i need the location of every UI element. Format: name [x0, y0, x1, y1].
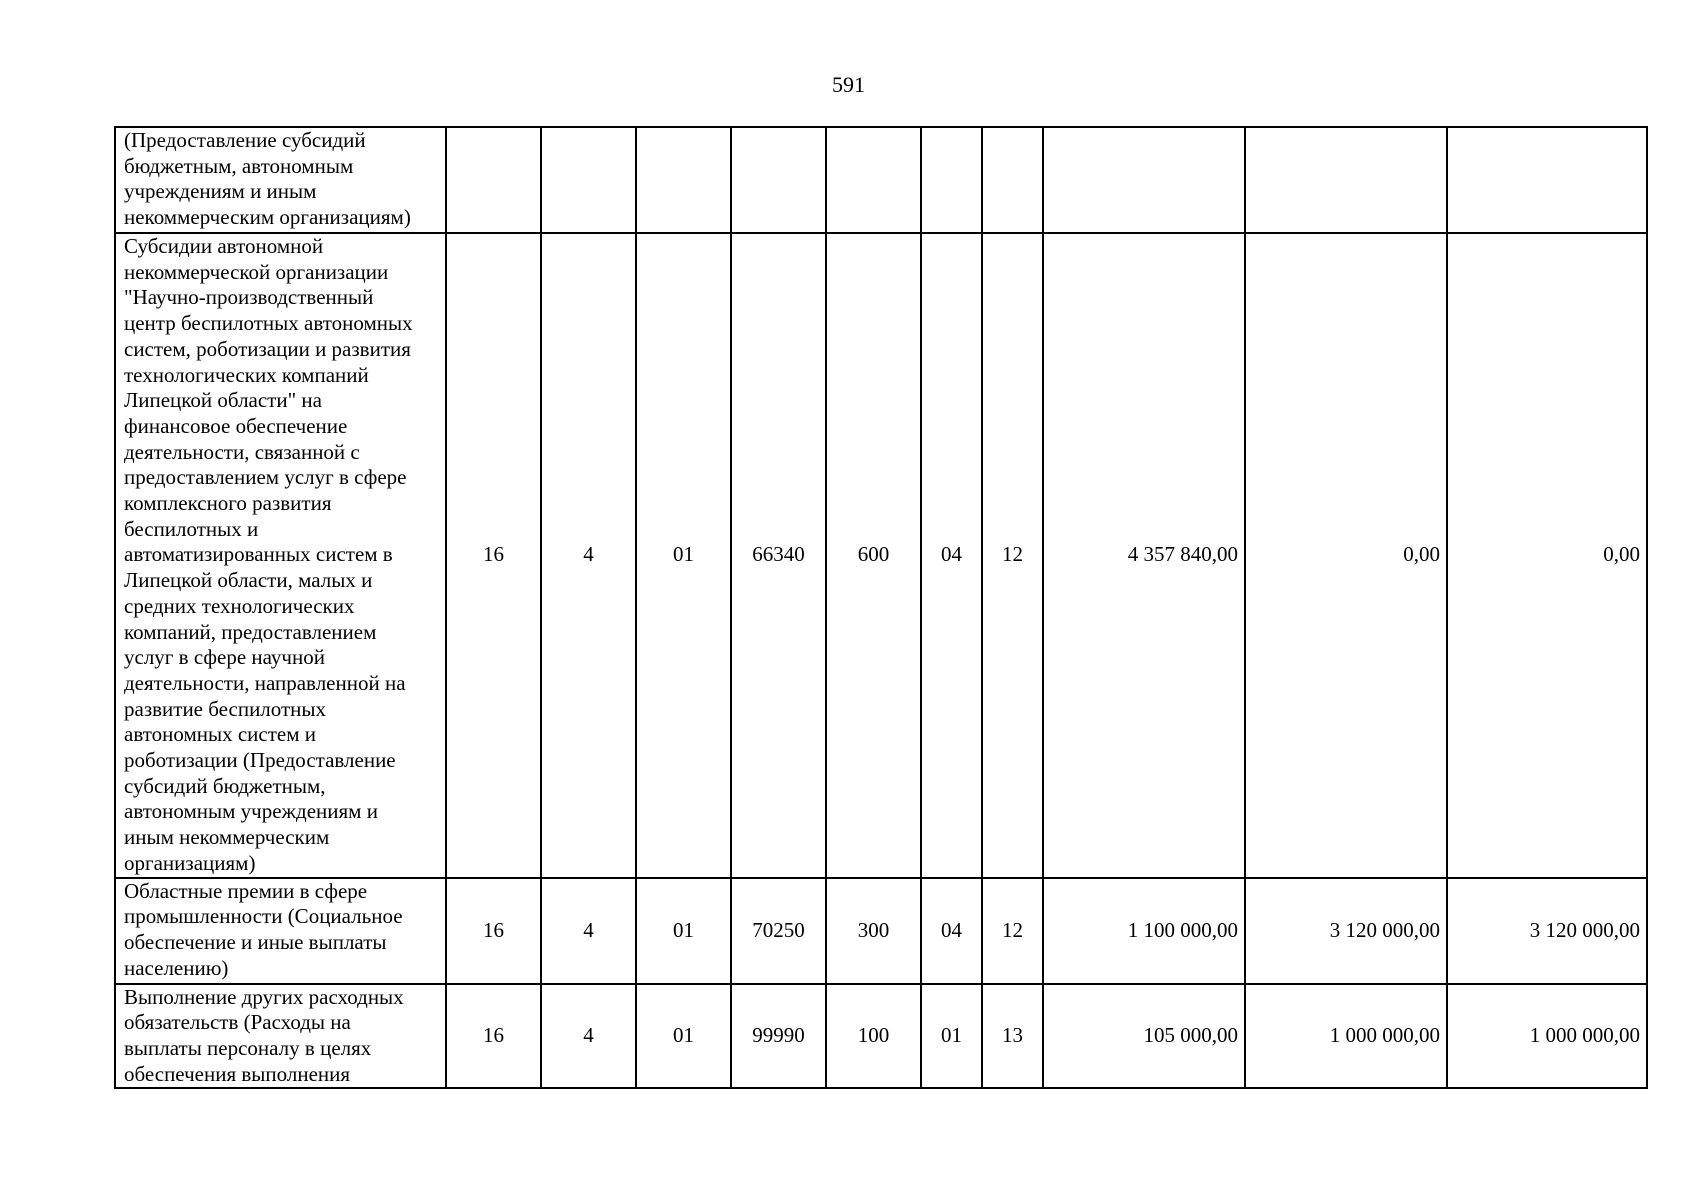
code-cell: 01	[636, 984, 731, 1089]
code-cell: 600	[826, 233, 921, 878]
code-cell: 16	[446, 878, 541, 984]
code-cell: 01	[636, 878, 731, 984]
code-cell: 70250	[731, 878, 826, 984]
code-cell: 66340	[731, 233, 826, 878]
code-cell: 12	[982, 878, 1043, 984]
table-row	[115, 233, 1647, 878]
row-name-cell: Субсидии автономной некоммерческой организации "Научно-производственный центр беспилотных автономных систем, роботизации и развития технологических компаний Липецкой области" на финансовое обеспечение деятельности, связанной с предоставлением услуг в сфере комплексного развития беспилотных и автоматизированных систем в Липецкой области, малых и средних технологических компаний, предоставлением услуг в сфере научной деятельности, направленной на развитие беспилотных автономных систем и роботизации (Предоставление субсидий бюджетным, автономным учреждениям и иным некоммерческим организациям)	[115, 233, 446, 878]
code-cell	[921, 127, 982, 233]
code-cell	[982, 127, 1043, 233]
amount-cell: 1 100 000,00	[1043, 878, 1245, 984]
code-cell: 16	[446, 984, 541, 1089]
amount-cell: 3 120 000,00	[1447, 878, 1647, 984]
row-name-cell: Выполнение других расходных обязательств (Расходы на выплаты персоналу в целях обеспечения выполнения	[115, 984, 446, 1089]
table-row	[115, 127, 1647, 233]
amount-cell	[1043, 127, 1245, 233]
amount-cell: 0,00	[1447, 233, 1647, 878]
amount-cell: 0,00	[1245, 233, 1447, 878]
code-cell: 12	[982, 233, 1043, 878]
row-name-cell: (Предоставление субсидий бюджетным, автономным учреждениям и иным некоммерческим организациям)	[115, 127, 446, 233]
code-cell: 4	[541, 878, 636, 984]
code-cell: 01	[921, 984, 982, 1089]
code-cell: 01	[636, 233, 731, 878]
budget-table	[114, 126, 1648, 1089]
code-cell: 16	[446, 233, 541, 878]
table-row	[115, 878, 1647, 984]
code-cell: 04	[921, 878, 982, 984]
code-cell	[731, 127, 826, 233]
code-cell: 04	[921, 233, 982, 878]
code-cell	[541, 127, 636, 233]
amount-cell	[1447, 127, 1647, 233]
code-cell	[826, 127, 921, 233]
amount-cell: 1 000 000,00	[1245, 984, 1447, 1089]
amount-cell: 3 120 000,00	[1245, 878, 1447, 984]
amount-cell: 1 000 000,00	[1447, 984, 1647, 1089]
code-cell: 13	[982, 984, 1043, 1089]
code-cell	[636, 127, 731, 233]
code-cell: 4	[541, 984, 636, 1089]
code-cell: 300	[826, 878, 921, 984]
table-row	[115, 984, 1647, 1089]
row-name-cell: Областные премии в сфере промышленности (Социальное обеспечение и иные выплаты населению)	[115, 878, 446, 984]
amount-cell: 4 357 840,00	[1043, 233, 1245, 878]
page-number: 591	[832, 72, 865, 97]
code-cell: 4	[541, 233, 636, 878]
code-cell	[446, 127, 541, 233]
amount-cell	[1245, 127, 1447, 233]
amount-cell: 105 000,00	[1043, 984, 1245, 1089]
code-cell: 99990	[731, 984, 826, 1089]
code-cell: 100	[826, 984, 921, 1089]
